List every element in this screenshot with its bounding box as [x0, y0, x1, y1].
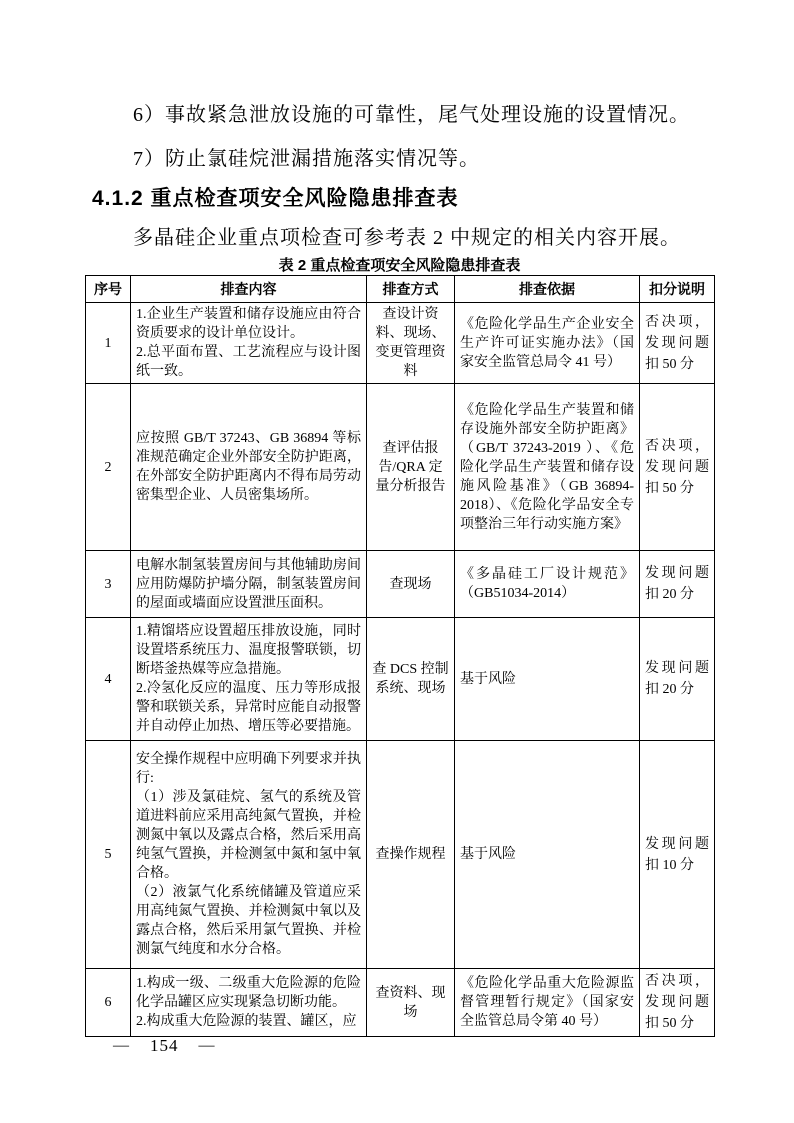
cell-method: 查操作规程 — [367, 741, 455, 969]
content-paragraph: 应按照 GB/T 37243、GB 36894 等标准规范确定企业外部安全防护距离，在外部安全防护距离内不得布局劳动密集型企业、人员密集场所。 — [136, 431, 361, 503]
cell-content — [131, 741, 367, 969]
cell-serial: 6 — [86, 969, 131, 1037]
table-row — [86, 969, 715, 1037]
inspection-table — [85, 275, 715, 1037]
cell-basis: 《危险化学品生产装置和储存设施外部安全防护距离》（GB/T 37243-2019 ）、《危险化学品生产装置和储存设施风险基准》（GB 36894-2018）、《危险化学品安全专项整治三年行动实施方案》 — [455, 384, 640, 551]
header-deduction: 扣分说明 — [640, 276, 715, 303]
header-content: 排查内容 — [131, 276, 367, 303]
table-row — [86, 303, 715, 384]
cell-basis: 《多晶硅工厂设计规范》（GB51034-2014） — [455, 551, 640, 618]
cell-method: 查现场 — [367, 551, 455, 618]
content-paragraph: 1.精馏塔应设置超压排放设施，同时设置塔系统压力、温度报警联锁，切断塔釜热媒等应急措施。 — [136, 624, 361, 677]
content-paragraph: 安全操作规程中应明确下列要求并执行: — [136, 752, 361, 786]
cell-deduction: 发现问题扣 20 分 — [640, 551, 715, 618]
content-paragraph: 1.企业生产装置和储存设施应由符合资质要求的设计单位设计。 — [136, 307, 361, 341]
cell-basis: 《危险化学品生产企业安全生产许可证实施办法》（国家安全监管总局令 41 号） — [455, 303, 640, 384]
content-paragraph: 1.构成一级、二级重大危险源的危险化学品罐区应实现紧急切断功能。 — [136, 976, 361, 1010]
table-row — [86, 741, 715, 969]
page-footer — [113, 1036, 216, 1056]
cell-serial: 1 — [86, 303, 131, 384]
cell-content — [131, 551, 367, 618]
list-item-7: 7）防止氯硅烷泄漏措施落实情况等。 — [133, 148, 480, 170]
section-heading: 4.1.2 重点检查项安全风险隐患排查表 — [92, 187, 459, 210]
header-method: 排查方式 — [367, 276, 455, 303]
cell-serial: 4 — [86, 618, 131, 741]
content-paragraph: 2.冷氢化反应的温度、压力等形成报警和联锁关系，异常时应能自动报警并自动停止加热、增压等必要措施。 — [136, 681, 361, 734]
footer-left-dash: — — [113, 1037, 130, 1054]
cell-deduction: 发现问题扣 10 分 — [640, 741, 715, 969]
table-row — [86, 384, 715, 551]
cell-serial: 5 — [86, 741, 131, 969]
cell-basis: 《危险化学品重大危险源监督管理暂行规定》（国家安全监管总局令第 40 号） — [455, 969, 640, 1037]
header-serial: 序号 — [86, 276, 131, 303]
content-paragraph: （1）涉及氯硅烷、氢气的系统及管道进料前应采用高纯氮气置换，并检测氮中氧以及露点合格，然后采用高纯氢气置换，并检测氢中氮和氢中氧合格。 — [136, 790, 361, 881]
table-caption: 表 2 重点检查项安全风险隐患排查表 — [278, 257, 521, 274]
content-paragraph: 电解水制氢装置房间与其他辅助房间应用防爆防护墙分隔，制氢装置房间的屋面或墙面应设置泄压面积。 — [136, 557, 361, 611]
content-paragraph: （2）液氯气化系统储罐及管道应采用高纯氮气置换、并检测氮中氧以及露点合格，然后采用氯气置换、并检测氯气纯度和水分合格。 — [136, 885, 361, 957]
cell-serial: 2 — [86, 384, 131, 551]
cell-content — [131, 303, 367, 384]
cell-deduction: 发现问题扣 20 分 — [640, 618, 715, 741]
cell-content — [131, 618, 367, 741]
footer-right-dash: — — [198, 1037, 216, 1054]
cell-method: 查 DCS 控制系统、现场 — [367, 618, 455, 741]
cell-deduction: 否决项，发现问题扣 50 分 — [640, 303, 715, 384]
cell-basis: 基于风险 — [455, 741, 640, 969]
cell-content — [131, 969, 367, 1037]
content-paragraph: 2.总平面布置、工艺流程应与设计图纸一致。 — [136, 345, 361, 379]
table-row — [86, 551, 715, 618]
cell-serial: 3 — [86, 551, 131, 618]
cell-method: 查设计资料、现场、变更管理资料 — [367, 303, 455, 384]
page-number: 154 — [150, 1036, 179, 1055]
list-item-6: 6）事故紧急泄放设施的可靠性，尾气处理设施的设置情况。 — [133, 104, 690, 126]
header-basis: 排查依据 — [455, 276, 640, 303]
cell-basis: 基于风险 — [455, 618, 640, 741]
content-paragraph: 2.构成重大危险源的装置、罐区，应 — [136, 1014, 357, 1029]
cell-content — [131, 384, 367, 551]
cell-deduction: 否决项，发现问题扣 50 分 — [640, 384, 715, 551]
intro-paragraph: 多晶硅企业重点项检查可参考表 2 中规定的相关内容开展。 — [133, 227, 681, 249]
table-row — [86, 618, 715, 741]
cell-deduction: 否决项，发现问题扣 50 分 — [640, 969, 715, 1037]
table-header-row — [86, 276, 715, 303]
cell-method: 查资料、现场 — [367, 969, 455, 1037]
cell-method: 查评估报告/QRA 定量分析报告 — [367, 384, 455, 551]
